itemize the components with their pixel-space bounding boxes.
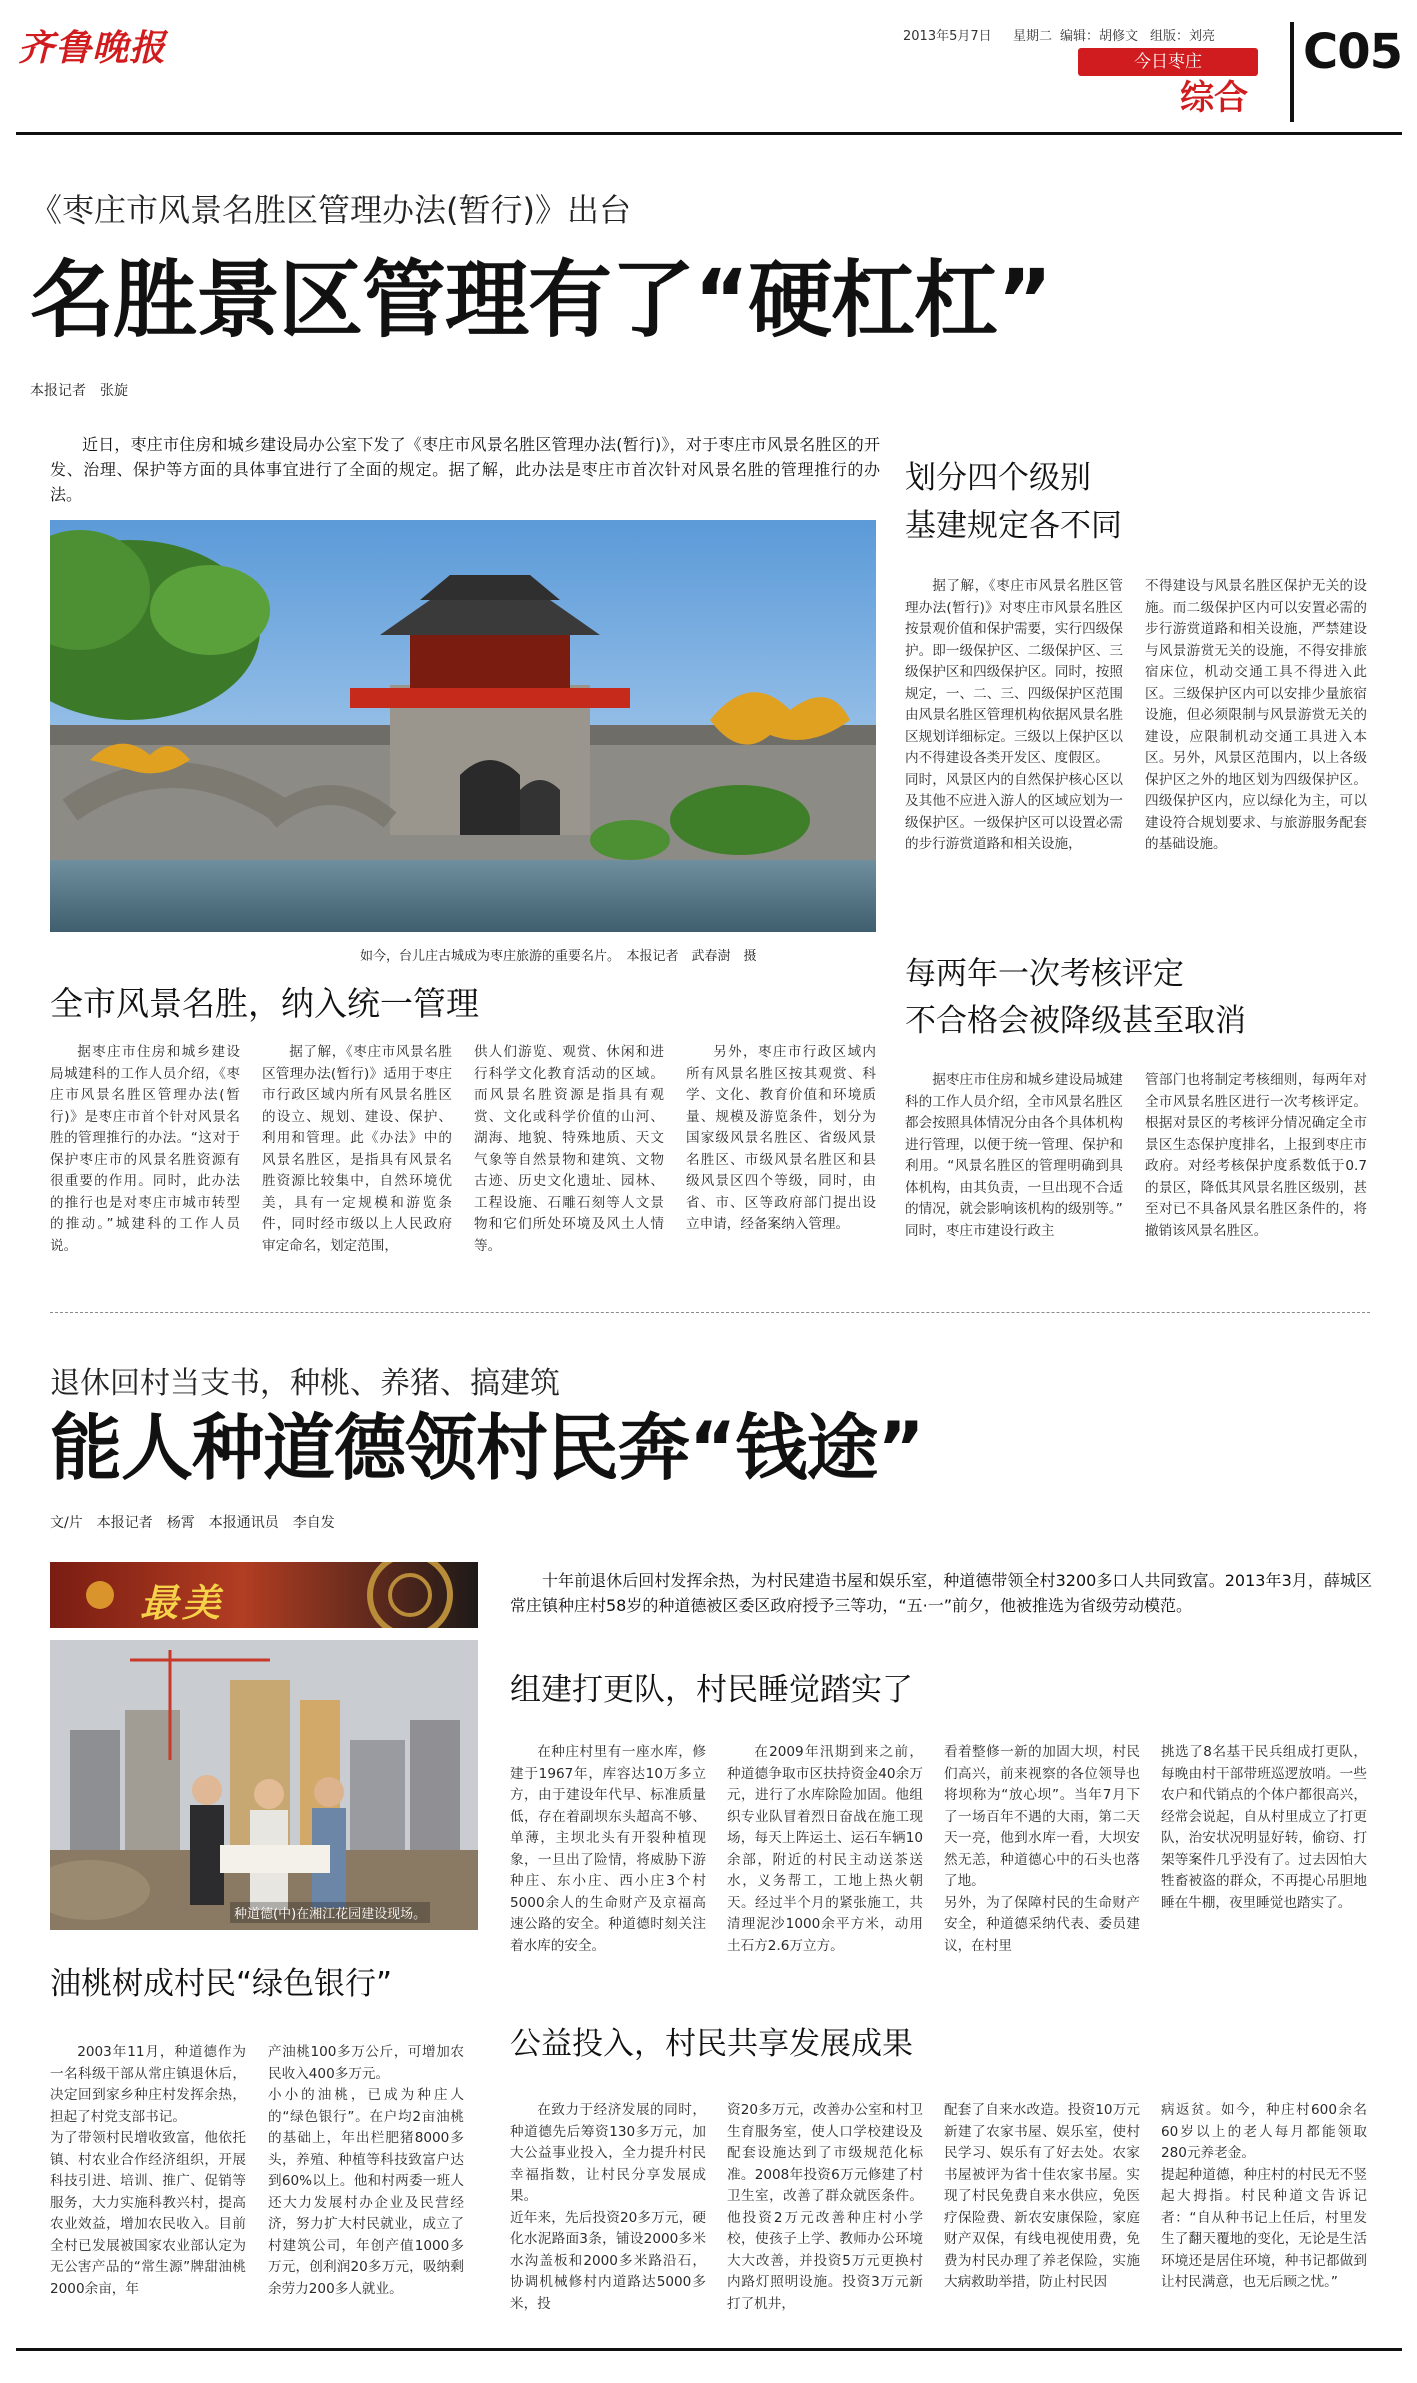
article2-r1-col2: 在2009年汛期到来之前，种道德争取市区扶持资金40余万元，进行了水库除险加固。他组织专业队冒着烈日奋战在施工现场，每天上阵运土、运石车辆10余部，附近的村民主动送茶送水，义务帮工，工地上热火朝天。经过半个月的紧张施工，共清理泥沙1000余平方米，动用土石方2.6万立方。 [727,1744,923,1954]
article2-subtitle: 退休回村当支书，种桃、养猪、搞建筑 [50,1366,560,1401]
article2-r2-col2: 资20多万元，改善办公室和村卫生育服务室，使人口学校建设及配套设施达到了市级规范化标准。2008年投资6万元修建了村卫生室，改善了群众就医条件。他投资2万元改善种庄村小学校，使孩子上学、教师办公环境大大改善，并投资5万元更换村内路灯照明设施。投资3万元新打了机井， [727,2102,923,2312]
section-top-label: 今日枣庄 [1078,48,1258,76]
article2-r1-col4: 挑选了8名基干民兵组成打更队，每晚由村干部带班巡逻放哨。一些农户和代销点的个体户都很高兴，经常会说起，自从村里成立了打更队，治安状况明显好转，偷窃、打架等案件几乎没有了。过去因怕大牲畜被盗的群众，不再提心吊胆地睡在牛棚，夜里睡觉也踏实了。 [1161,1744,1367,1911]
page-bottom-rule [16,2348,1402,2351]
section-main-label: 综合 [1180,78,1248,118]
article2-section-left-heading: 油桃树成村民“绿色银行” [50,1966,393,2002]
page-divider-bar [1290,22,1294,122]
zuimei-banner-text: 最美 [140,1580,225,1625]
article1-section2-heading-line1: 划分四个级别 [905,460,1091,496]
article2-r1-col3: 看着整修一新的加固大坝，村民们高兴，前来视察的各位领导也将坝称为“放心坝”。当年7月下了一场百年不遇的大雨，第二天天一亮，他到水库一看，大坝安然无恙，种道德心中的石头也落了地。 另外，为了保障村民的生命财产安全，种道德采纳代表、委员建议，在村里 [944,1744,1140,1954]
masthead-logo: 齐鲁晚报 [18,27,167,69]
page-designer: 组版：刘亮 [1150,29,1216,44]
article2-photo-caption: 种道德(中)在湘江花园建设现场。 [230,1902,430,1923]
article1-s1-col3: 供人们游览、观赏、休闲和进行科学文化教育活动的区域。而风景名胜资源是指具有观赏、文化或科学价值的山河、湖海、地貌、特殊地质、天文气象等自然景物和建筑、文物古迹、历史文化遗址、园林、工程设施、石雕石刻等人文景物和它们所处环境及风土人情等。 [474,1044,664,1254]
article1-photo-caption: 如今，台儿庄古城成为枣庄旅游的重要名片。 本报记者 武春澍 摄 [360,949,757,964]
article1-section2-heading-line2: 基建规定各不同 [905,508,1122,544]
article2-lead: 十年前退休后回村发挥余热，为村民建造书屋和娱乐室，种道德带领全村3200多口人共同致富。2013年3月，薛城区常庄镇种庄村58岁的种道德被区委区政府授予三等功，“五·一”前夕，他被推选为省级劳动模范。 [510,1571,1372,1615]
page-editor: 编辑：胡修文 [1060,29,1139,44]
issue-weekday: 星期二 [1013,29,1053,44]
article1-s1-col4: 另外，枣庄市行政区域内所有风景名胜区按其观赏、科学、文化、教育价值和环境质量、规模及游览条件，划分为国家级风景名胜区、省级风景名胜区、市级风景名胜区和县级风景区四个等级，同时，由省、市、区等政府部门提出设立申请，经备案纳入管理。 [686,1044,876,1232]
article1-byline: 本报记者 张旋 [30,383,128,399]
article1-section3-heading-line2: 不合格会被降级甚至取消 [905,1003,1246,1039]
article2-photo [50,1640,478,1930]
banner-decoration-icon [50,1562,478,1628]
article1-lead: 近日，枣庄市住房和城乡建设局办公室下发了《枣庄市风景名胜区管理办法(暂行)》，对于枣庄市风景名胜区的开发、治理、保护等方面的具体事宜进行了全面的规定。据了解，此办法是枣庄市首次针对风景名胜的管理推行的办法。 [50,435,880,504]
article1-subtitle: 《枣庄市风景名胜区管理办法(暂行)》出台 [30,191,631,229]
construction-site-illustration [50,1640,478,1930]
zuimei-banner [50,1562,478,1628]
article1-s2-col2: 不得建设与风景名胜区保护无关的设施。而二级保护区内可以安置必需的步行游赏道路和相关设施，严禁建设与风景游赏无关的设施，不得安排旅宿床位，机动交通工具不得进入此区。三级保护区内可以安排少量旅宿设施，但必须限制与风景游赏无关的建设，应限制机动交通工具进入本区。另外，风景区范围内，以上各级保护区之外的地区划为四级保护区。四级保护区内，应以绿化为主，可以建设符合规划要求、与旅游服务配套的基础设施。 [1145,578,1367,852]
article1-photo [50,520,876,932]
article-separator [50,1312,1370,1313]
article1-s2-col1: 据了解，《枣庄市风景名胜区管理办法(暂行)》对枣庄市风景名胜区按景观价值和保护需要，实行四级保护。即一级保护区、二级保护区、三级保护区和四级保护区。同时，按照规定，一、二、三、四级保护区范围由风景名胜区管理机构依据风景名胜区规划详细标定。三级以上保护区以内不得建设各类开发区、度假区。 同时，风景区内的自然保护核心区以及其他不应进入游人的区域应划为一级保护区。一级保护区可以设置必需的步行游赏道路和相关设施， [905,578,1123,852]
article2-section-r1-heading: 组建打更队，村民睡觉踏实了 [510,1672,913,1708]
ancient-city-gate-illustration [50,520,876,932]
article1-section3-heading-line1: 每两年一次考核评定 [905,956,1184,992]
article2-left-col2: 产油桃100多万公斤，可增加农民收入400多万元。 小小的油桃，已成为种庄人的“绿色银行”。在户均2亩油桃的基础上，年出栏肥猪8000多头，养殖、种植等科技致富户达到60%以上。他和村两委一班人还大力发展村办企业及民营经济，努力扩大村民就业，成立了村建筑公司，年创产值1000多万元，创利润20多万元，吸纳剩余劳力200多人就业。 [268,2044,464,2297]
article1-headline: 名胜景区管理有了“硬杠杠” [30,251,1052,349]
article1-s1-col2: 据了解，《枣庄市风景名胜区管理办法(暂行)》适用于枣庄市行政区域内所有风景名胜区的设立、规划、建设、保护、利用和管理。此《办法》中的风景名胜区，是指具有风景名胜资源比较集中，自然环境优美，具有一定规模和游览条件，同时经市级以上人民政府审定命名，划定范围， [262,1044,452,1254]
article2-section-r2-heading: 公益投入，村民共享发展成果 [510,2026,913,2062]
article2-r1-col1: 在种庄村里有一座水库，修建于1967年，库容达10万多立方，由于建设年代早、标准质量低，存在着副坝东头超高不够、单薄，主坝北头有开裂种植现象，一旦出了险情，将威胁下游种庄、东小庄、西小庄3个村5000余人的生命财产及京福高速公路的安全。种道德时刻关注着水库的安全。 [510,1744,706,1954]
page-number: C05 [1303,24,1403,80]
article1-s3-col1: 据枣庄市住房和城乡建设局城建科的工作人员介绍，全市风景名胜区都会按照具体情况分由各个具体机构进行管理，以便于统一管理、保护和利用。“风景名胜区的管理明确到具体机构，由其负责，一旦出现不合适的情况，就会影响该机构的级别等。” 同时，枣庄市建设行政主 [905,1072,1123,1239]
article1-section1-heading: 全市风景名胜，纳入统一管理 [50,984,479,1023]
article2-r2-col4: 病返贫。如今，种庄村600余名60岁以上的老人每月都能领取280元养老金。 提起种道德，种庄村的村民无不竖起大拇指。村民种道文告诉记者：“自从种书记上任后，村里发生了翻天覆地的变化，无论是生活环境还是居住环境，种书记都做到让村民满意，也无后顾之忧。” [1161,2102,1367,2290]
article2-headline: 能人种道德领村民奔“钱途” [50,1406,924,1490]
article2-left-col1: 2003年11月，种道德作为一名科级干部从常庄镇退休后，决定回到家乡种庄村发挥余热，担起了村党支部书记。 为了带领村民增收致富，他依托镇、村农业合作经济组织，开展科技引进、培训、推广、促销等服务，大力实施科教兴村，提高农业效益，增加农民收入。目前全村已发展被国家农业部认定为无公害产品的“常生源”牌甜油桃2000余亩，年 [50,2044,246,2297]
article1-s1-col1: 据枣庄市住房和城乡建设局城建科的工作人员介绍，《枣庄市风景名胜区管理办法(暂行)》是枣庄市首个针对风景名胜的管理推行的办法。“这对于保护枣庄市的风景名胜资源有很重要的作用。同时，此办法的推行也是对枣庄市城市转型的推动。”城建科的工作人员说。 [50,1044,240,1254]
masthead-rule [16,132,1402,135]
article2-r2-col1: 在致力于经济发展的同时，种道德先后筹资130多万元，加大公益事业投入，全力提升村民幸福指数，让村民分享发展成果。 近年来，先后投资20多万元，硬化水泥路面3条，铺设2000多米水沟盖板和2000多米路沿石，协调机械修村内道路达5000多米，投 [510,2102,706,2312]
article2-r2-col3: 配套了自来水改造。投资10万元新建了农家书屋、娱乐室，使村民学习、娱乐有了好去处。农家书屋被评为省十佳农家书屋。实现了村民免费自来水供应，免医疗保险费、新农安康保险，家庭财产双保，有线电视使用费，免费为村民办理了养老保险，实施大病救助举措，防止村民因 [944,2102,1140,2290]
article2-byline: 文/片 本报记者 杨霄 本报通讯员 李自发 [50,1515,335,1531]
article1-s3-col2: 管部门也将制定考核细则，每两年对全市风景名胜区进行一次考核评定。根据对景区的考核评分情况确定全市景区生态保护度排名，上报到枣庄市政府。对经考核保护度系数低于0.7的景区，降低其风景名胜区级别，甚至对已不具备风景名胜区条件的，将撤销该风景名胜区。 [1145,1072,1367,1239]
issue-date: 2013年5月7日 [903,29,992,44]
